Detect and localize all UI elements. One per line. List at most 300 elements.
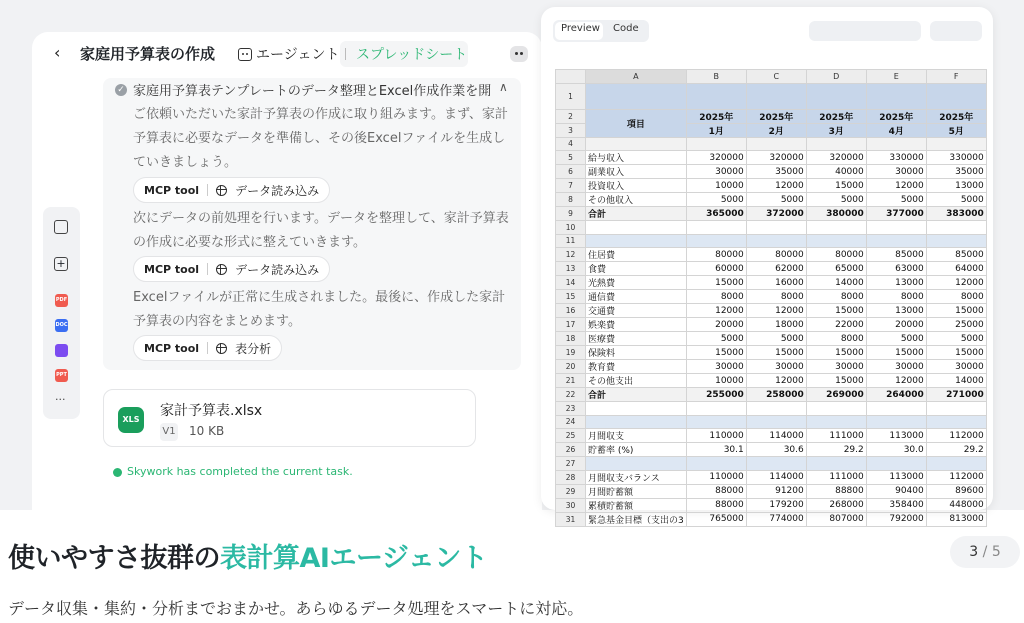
value-cell[interactable] — [806, 415, 866, 429]
pdf-icon[interactable]: PDF — [55, 294, 68, 307]
table-row — [556, 332, 987, 346]
value-cell[interactable]: 110000 — [686, 470, 746, 484]
collapse-panel-icon[interactable] — [54, 220, 68, 234]
file-name: 家計予算表.xlsx — [160, 403, 263, 419]
select-all-corner[interactable] — [556, 70, 586, 84]
value-cell[interactable]: 5000 — [866, 332, 926, 346]
link-icon[interactable] — [55, 344, 68, 357]
value-cell[interactable] — [866, 137, 926, 151]
row-label-cell[interactable]: 合計 — [586, 388, 687, 402]
table-row — [556, 304, 987, 318]
value-cell[interactable]: 80000 — [686, 248, 746, 262]
value-cell[interactable] — [866, 415, 926, 429]
value-cell[interactable]: 15000 — [746, 346, 806, 360]
task-heading-text: 家庭用予算表テンプレートのデータ整理とExcel作成作業を開 — [133, 84, 492, 99]
row-number[interactable]: 10 — [556, 221, 586, 235]
row-number[interactable]: 15 — [556, 290, 586, 304]
table-row — [556, 402, 987, 416]
value-cell[interactable]: 89600 — [926, 484, 986, 498]
value-cell[interactable]: 12000 — [746, 179, 806, 193]
value-cell[interactable]: 5000 — [866, 193, 926, 207]
tool-call-pill[interactable] — [133, 256, 330, 282]
table-row — [556, 318, 987, 332]
value-cell[interactable] — [806, 137, 866, 151]
pill-divider — [207, 184, 208, 196]
value-cell[interactable]: 30000 — [746, 360, 806, 374]
row-label-cell[interactable]: 投資収入 — [586, 179, 687, 193]
value-cell[interactable]: 320000 — [746, 151, 806, 165]
value-cell[interactable] — [806, 234, 866, 248]
value-cell[interactable]: 20000 — [686, 318, 746, 332]
row-label-cell[interactable]: 給与収入 — [586, 151, 687, 165]
value-cell[interactable]: 30000 — [866, 165, 926, 179]
value-cell[interactable] — [746, 402, 806, 416]
agent-label: エージェント — [256, 47, 340, 63]
value-cell[interactable] — [866, 402, 926, 416]
sheet-cell[interactable] — [806, 83, 866, 109]
value-cell[interactable] — [686, 457, 746, 471]
table-row — [556, 360, 987, 374]
table-row — [556, 415, 987, 429]
row-number[interactable]: 26 — [556, 443, 586, 457]
file-version-badge: V1 — [160, 423, 178, 441]
month-header-cell[interactable]: 5月 — [926, 123, 986, 137]
year-header-cell[interactable]: 2025年 — [926, 109, 986, 123]
table-row — [556, 262, 987, 276]
sheet-cell[interactable] — [586, 83, 687, 109]
value-cell[interactable]: 271000 — [926, 388, 986, 402]
value-cell[interactable] — [746, 415, 806, 429]
agent-chip[interactable] — [232, 41, 345, 67]
row-number[interactable]: 4 — [556, 137, 586, 151]
value-cell[interactable]: 5000 — [686, 193, 746, 207]
value-cell[interactable]: 264000 — [866, 388, 926, 402]
row-label-cell[interactable] — [586, 415, 687, 429]
value-cell[interactable] — [926, 221, 986, 235]
value-cell[interactable]: 63000 — [866, 262, 926, 276]
value-cell[interactable]: 8000 — [806, 290, 866, 304]
value-cell[interactable]: 320000 — [806, 151, 866, 165]
value-cell[interactable]: 30000 — [686, 165, 746, 179]
column-header[interactable]: D — [806, 70, 866, 84]
table-row — [556, 221, 987, 235]
message-paragraph: 次にデータの前処理を行います。データを整理して、家計予算表の作成に必要な形式に整えていきます。 — [133, 211, 509, 250]
table-row — [556, 137, 987, 151]
row-number[interactable]: 5 — [556, 151, 586, 165]
sheet-cell[interactable] — [926, 83, 986, 109]
value-cell[interactable] — [746, 137, 806, 151]
value-cell[interactable]: 40000 — [806, 165, 866, 179]
row-label-cell[interactable]: 合計 — [586, 207, 687, 221]
side-toolbar — [43, 207, 80, 419]
value-cell[interactable]: 320000 — [686, 151, 746, 165]
value-cell[interactable]: 179200 — [746, 498, 806, 512]
value-cell[interactable]: 12000 — [686, 304, 746, 318]
value-cell[interactable] — [746, 234, 806, 248]
tool-name: 表分析 — [235, 341, 272, 356]
row-label-cell[interactable]: 月間収支バランス — [586, 470, 687, 484]
value-cell[interactable]: 377000 — [866, 207, 926, 221]
value-cell[interactable] — [686, 402, 746, 416]
row-label-cell[interactable]: 住居費 — [586, 248, 687, 262]
value-cell[interactable]: 62000 — [746, 262, 806, 276]
value-cell[interactable]: 22000 — [806, 318, 866, 332]
value-cell[interactable] — [866, 221, 926, 235]
column-header[interactable]: B — [686, 70, 746, 84]
check-icon: ✓ — [115, 84, 127, 96]
globe-icon — [216, 343, 227, 354]
chevron-up-icon[interactable]: ∧ — [499, 80, 508, 94]
row-label-cell[interactable] — [586, 137, 687, 151]
row-label-cell[interactable] — [586, 234, 687, 248]
row-number[interactable]: 19 — [556, 346, 586, 360]
value-cell[interactable]: 113000 — [866, 470, 926, 484]
value-cell[interactable]: 807000 — [806, 512, 866, 526]
message-paragraph: Excelファイルが正常に生成されました。最後に、作成した家計予算表の内容をまとめます。 — [133, 290, 506, 329]
value-cell[interactable]: 12000 — [926, 276, 986, 290]
value-cell[interactable]: 80000 — [746, 248, 806, 262]
row-label-cell[interactable] — [586, 457, 687, 471]
value-cell[interactable]: 29.2 — [806, 443, 866, 457]
table-row — [556, 443, 987, 457]
spreadsheet-grid[interactable] — [555, 69, 987, 527]
page-total-sep: / — [982, 544, 988, 560]
value-cell[interactable] — [926, 234, 986, 248]
row-number[interactable]: 2 — [556, 109, 586, 123]
toolbar-placeholder — [930, 21, 982, 41]
value-cell[interactable]: 5000 — [746, 332, 806, 346]
year-header-cell[interactable]: 2025年 — [686, 109, 746, 123]
value-cell[interactable]: 8000 — [686, 290, 746, 304]
tool-call-pill[interactable] — [133, 335, 282, 361]
table-row — [556, 165, 987, 179]
column-header[interactable]: A — [586, 70, 687, 84]
tab-code[interactable]: Code — [613, 23, 639, 34]
column-header[interactable]: E — [866, 70, 926, 84]
row-number[interactable]: 27 — [556, 457, 586, 471]
file-attachment-card[interactable] — [103, 389, 476, 447]
toolbar-placeholder — [809, 21, 921, 41]
value-cell[interactable]: 35000 — [746, 165, 806, 179]
row-number[interactable]: 9 — [556, 207, 586, 221]
month-header-cell[interactable]: 4月 — [866, 123, 926, 137]
table-row — [556, 109, 987, 123]
value-cell[interactable]: 383000 — [926, 207, 986, 221]
value-cell[interactable] — [806, 402, 866, 416]
row-label-cell[interactable]: 教育費 — [586, 360, 687, 374]
row-number[interactable]: 18 — [556, 332, 586, 346]
row-number[interactable]: 22 — [556, 388, 586, 402]
value-cell[interactable]: 15000 — [686, 276, 746, 290]
value-cell[interactable]: 15000 — [686, 346, 746, 360]
value-cell[interactable]: 15000 — [806, 304, 866, 318]
value-cell[interactable]: 372000 — [746, 207, 806, 221]
tool-name: データ読み込み — [235, 262, 320, 277]
value-cell[interactable]: 813000 — [926, 512, 986, 526]
row-number[interactable]: 14 — [556, 276, 586, 290]
value-cell[interactable]: 18000 — [746, 318, 806, 332]
value-cell[interactable]: 90400 — [866, 484, 926, 498]
row-number[interactable]: 21 — [556, 374, 586, 388]
value-cell[interactable]: 5000 — [926, 193, 986, 207]
row-number[interactable]: 11 — [556, 234, 586, 248]
row-number[interactable]: 8 — [556, 193, 586, 207]
row-number[interactable]: 29 — [556, 484, 586, 498]
table-row — [556, 470, 987, 484]
table-row — [556, 193, 987, 207]
row-number[interactable]: 23 — [556, 402, 586, 416]
value-cell[interactable]: 30000 — [806, 360, 866, 374]
table-row — [556, 151, 987, 165]
back-arrow-icon[interactable]: ‹ — [54, 43, 61, 62]
row-label-cell[interactable]: 副業収入 — [586, 165, 687, 179]
ppt-icon[interactable]: PPT — [55, 369, 68, 382]
value-cell[interactable]: 88000 — [686, 498, 746, 512]
value-cell[interactable]: 268000 — [806, 498, 866, 512]
value-cell[interactable]: 15000 — [806, 374, 866, 388]
value-cell[interactable]: 110000 — [686, 429, 746, 443]
row-label-cell[interactable]: その他収入 — [586, 193, 687, 207]
row-label-cell[interactable]: 保険料 — [586, 346, 687, 360]
value-cell[interactable]: 269000 — [806, 388, 866, 402]
value-cell[interactable]: 15000 — [866, 346, 926, 360]
year-header-cell[interactable]: 2025年 — [806, 109, 866, 123]
row-number[interactable]: 7 — [556, 179, 586, 193]
value-cell[interactable]: 358400 — [866, 498, 926, 512]
value-cell[interactable]: 12000 — [866, 374, 926, 388]
table-row — [556, 388, 987, 402]
value-cell[interactable] — [926, 137, 986, 151]
value-cell[interactable] — [746, 221, 806, 235]
value-cell[interactable]: 5000 — [806, 193, 866, 207]
row-number[interactable]: 17 — [556, 318, 586, 332]
row-number[interactable]: 20 — [556, 360, 586, 374]
value-cell[interactable]: 13000 — [926, 179, 986, 193]
row-number[interactable]: 24 — [556, 415, 586, 429]
value-cell[interactable]: 15000 — [926, 304, 986, 318]
row-label-cell[interactable]: 医療費 — [586, 332, 687, 346]
value-cell[interactable]: 365000 — [686, 207, 746, 221]
value-cell[interactable]: 10000 — [686, 179, 746, 193]
value-cell[interactable]: 65000 — [806, 262, 866, 276]
row-label-cell[interactable]: 貯蓄率 (%) — [586, 443, 687, 457]
value-cell[interactable] — [806, 457, 866, 471]
value-cell[interactable]: 29.2 — [926, 443, 986, 457]
value-cell[interactable]: 14000 — [926, 374, 986, 388]
table-row — [556, 83, 987, 109]
value-cell[interactable]: 258000 — [746, 388, 806, 402]
value-cell[interactable]: 30000 — [686, 360, 746, 374]
heading-accent: 表計算AIエージェント — [220, 543, 488, 574]
row-label-cell[interactable]: 光熱費 — [586, 276, 687, 290]
value-cell[interactable] — [866, 457, 926, 471]
mcp-tool-label: MCP tool — [144, 262, 200, 276]
value-cell[interactable]: 20000 — [866, 318, 926, 332]
value-cell[interactable]: 85000 — [926, 248, 986, 262]
value-cell[interactable]: 774000 — [746, 512, 806, 526]
value-cell[interactable]: 111000 — [806, 470, 866, 484]
value-cell[interactable]: 12000 — [746, 374, 806, 388]
value-cell[interactable]: 330000 — [866, 151, 926, 165]
sheet-cell[interactable] — [746, 83, 806, 109]
row-number[interactable]: 6 — [556, 165, 586, 179]
robot-icon — [238, 48, 252, 61]
value-cell[interactable]: 91200 — [746, 484, 806, 498]
chat-title: 家庭用予算表の作成 — [80, 45, 216, 63]
value-cell[interactable]: 15000 — [806, 179, 866, 193]
row-number[interactable]: 12 — [556, 248, 586, 262]
value-cell[interactable]: 80000 — [806, 248, 866, 262]
value-cell[interactable]: 114000 — [746, 429, 806, 443]
row-label-cell[interactable]: 通信費 — [586, 290, 687, 304]
table-row — [556, 484, 987, 498]
value-cell[interactable]: 30000 — [866, 360, 926, 374]
column-header[interactable]: F — [926, 70, 986, 84]
row-number[interactable]: 16 — [556, 304, 586, 318]
value-cell[interactable] — [926, 402, 986, 416]
value-cell[interactable] — [926, 457, 986, 471]
sheet-cell[interactable] — [866, 83, 926, 109]
value-cell[interactable] — [806, 221, 866, 235]
value-cell[interactable]: 111000 — [806, 429, 866, 443]
page-indicator — [950, 536, 1020, 568]
value-cell[interactable] — [866, 234, 926, 248]
year-header-cell[interactable]: 2025年 — [866, 109, 926, 123]
table-row — [556, 429, 987, 443]
value-cell[interactable]: 13000 — [866, 304, 926, 318]
row-number[interactable]: 30 — [556, 498, 586, 512]
value-cell[interactable]: 30.1 — [686, 443, 746, 457]
file-size: 10 KB — [189, 424, 225, 438]
value-cell[interactable]: 792000 — [866, 512, 926, 526]
value-cell[interactable]: 8000 — [866, 290, 926, 304]
value-cell[interactable] — [686, 234, 746, 248]
value-cell[interactable]: 64000 — [926, 262, 986, 276]
value-cell[interactable]: 330000 — [926, 151, 986, 165]
row-number[interactable]: 25 — [556, 429, 586, 443]
value-cell[interactable]: 12000 — [746, 304, 806, 318]
value-cell[interactable]: 35000 — [926, 165, 986, 179]
value-cell[interactable] — [926, 415, 986, 429]
sheet-cell[interactable] — [686, 83, 746, 109]
value-cell[interactable]: 60000 — [686, 262, 746, 276]
value-cell[interactable]: 14000 — [806, 276, 866, 290]
chip-divider — [345, 48, 346, 60]
value-cell[interactable]: 25000 — [926, 318, 986, 332]
table-row — [556, 290, 987, 304]
spreadsheet-preview-window — [541, 7, 993, 526]
value-cell[interactable]: 13000 — [866, 276, 926, 290]
column-header[interactable]: C — [746, 70, 806, 84]
table-row — [556, 234, 987, 248]
doc-icon[interactable]: DOC — [55, 319, 68, 332]
row-label-cell[interactable]: 交通費 — [586, 304, 687, 318]
value-cell[interactable]: 88000 — [686, 484, 746, 498]
bot-avatar-icon — [510, 46, 528, 62]
table-row — [556, 346, 987, 360]
table-row — [556, 179, 987, 193]
row-label-cell[interactable]: その他支出 — [586, 374, 687, 388]
table-row — [556, 374, 987, 388]
table-row — [556, 207, 987, 221]
value-cell[interactable]: 16000 — [746, 276, 806, 290]
row-number[interactable]: 31 — [556, 512, 586, 526]
value-cell[interactable]: 88800 — [806, 484, 866, 498]
value-cell[interactable]: 30000 — [926, 360, 986, 374]
value-cell[interactable]: 765000 — [686, 512, 746, 526]
value-cell[interactable]: 5000 — [926, 332, 986, 346]
mode-label: スプレッドシート — [356, 47, 468, 63]
globe-icon — [216, 264, 227, 275]
value-cell[interactable]: 30.6 — [746, 443, 806, 457]
row-label-cell[interactable]: 累積貯蓄額 — [586, 498, 687, 512]
value-cell[interactable]: 8000 — [806, 332, 866, 346]
value-cell[interactable]: 12000 — [866, 179, 926, 193]
value-cell[interactable]: 8000 — [746, 290, 806, 304]
more-icon[interactable]: ··· — [55, 393, 66, 406]
value-cell[interactable]: 380000 — [806, 207, 866, 221]
mcp-tool-label: MCP tool — [144, 183, 200, 197]
row-label-cell[interactable] — [586, 402, 687, 416]
add-icon[interactable]: + — [54, 257, 68, 271]
value-cell[interactable]: 114000 — [746, 470, 806, 484]
row-label-cell[interactable]: 緊急基金目標（支出の3 — [586, 512, 687, 526]
month-header-cell[interactable]: 3月 — [806, 123, 866, 137]
row-label-cell[interactable]: 娯楽費 — [586, 318, 687, 332]
row-number[interactable]: 13 — [556, 262, 586, 276]
value-cell[interactable]: 85000 — [866, 248, 926, 262]
row-number[interactable]: 1 — [556, 83, 586, 109]
row-label-cell[interactable]: 月間収支 — [586, 429, 687, 443]
row-label-cell[interactable]: 月間貯蓄額 — [586, 484, 687, 498]
value-cell[interactable]: 255000 — [686, 388, 746, 402]
xls-file-icon: XLS — [118, 407, 144, 433]
page-subtitle: データ収集・集約・分析までおまかせ。あらゆるデータ処理をスマートに対応。 — [8, 599, 584, 618]
value-cell[interactable]: 113000 — [866, 429, 926, 443]
table-row — [556, 276, 987, 290]
value-cell[interactable]: 112000 — [926, 429, 986, 443]
item-header-cell[interactable]: 項目 — [586, 109, 687, 137]
value-cell[interactable]: 5000 — [746, 193, 806, 207]
row-label-cell[interactable]: 食費 — [586, 262, 687, 276]
month-header-cell[interactable]: 1月 — [686, 123, 746, 137]
value-cell[interactable]: 8000 — [926, 290, 986, 304]
year-header-cell[interactable]: 2025年 — [746, 109, 806, 123]
task-heading[interactable] — [115, 80, 491, 99]
value-cell[interactable]: 112000 — [926, 470, 986, 484]
row-number[interactable]: 3 — [556, 123, 586, 137]
value-cell[interactable] — [686, 221, 746, 235]
tool-name: データ読み込み — [235, 183, 320, 198]
value-cell[interactable]: 5000 — [686, 332, 746, 346]
value-cell[interactable] — [686, 415, 746, 429]
table-row — [556, 512, 987, 526]
tab-preview[interactable]: Preview — [561, 23, 600, 34]
tool-call-pill[interactable] — [133, 177, 330, 203]
value-cell[interactable] — [686, 137, 746, 151]
table-row — [556, 248, 987, 262]
row-label-cell[interactable] — [586, 221, 687, 235]
value-cell[interactable]: 15000 — [806, 346, 866, 360]
month-header-cell[interactable]: 2月 — [746, 123, 806, 137]
value-cell[interactable]: 10000 — [686, 374, 746, 388]
row-number[interactable]: 28 — [556, 470, 586, 484]
column-header-row — [556, 70, 987, 84]
value-cell[interactable]: 448000 — [926, 498, 986, 512]
value-cell[interactable] — [746, 457, 806, 471]
value-cell[interactable]: 30.0 — [866, 443, 926, 457]
value-cell[interactable]: 15000 — [926, 346, 986, 360]
